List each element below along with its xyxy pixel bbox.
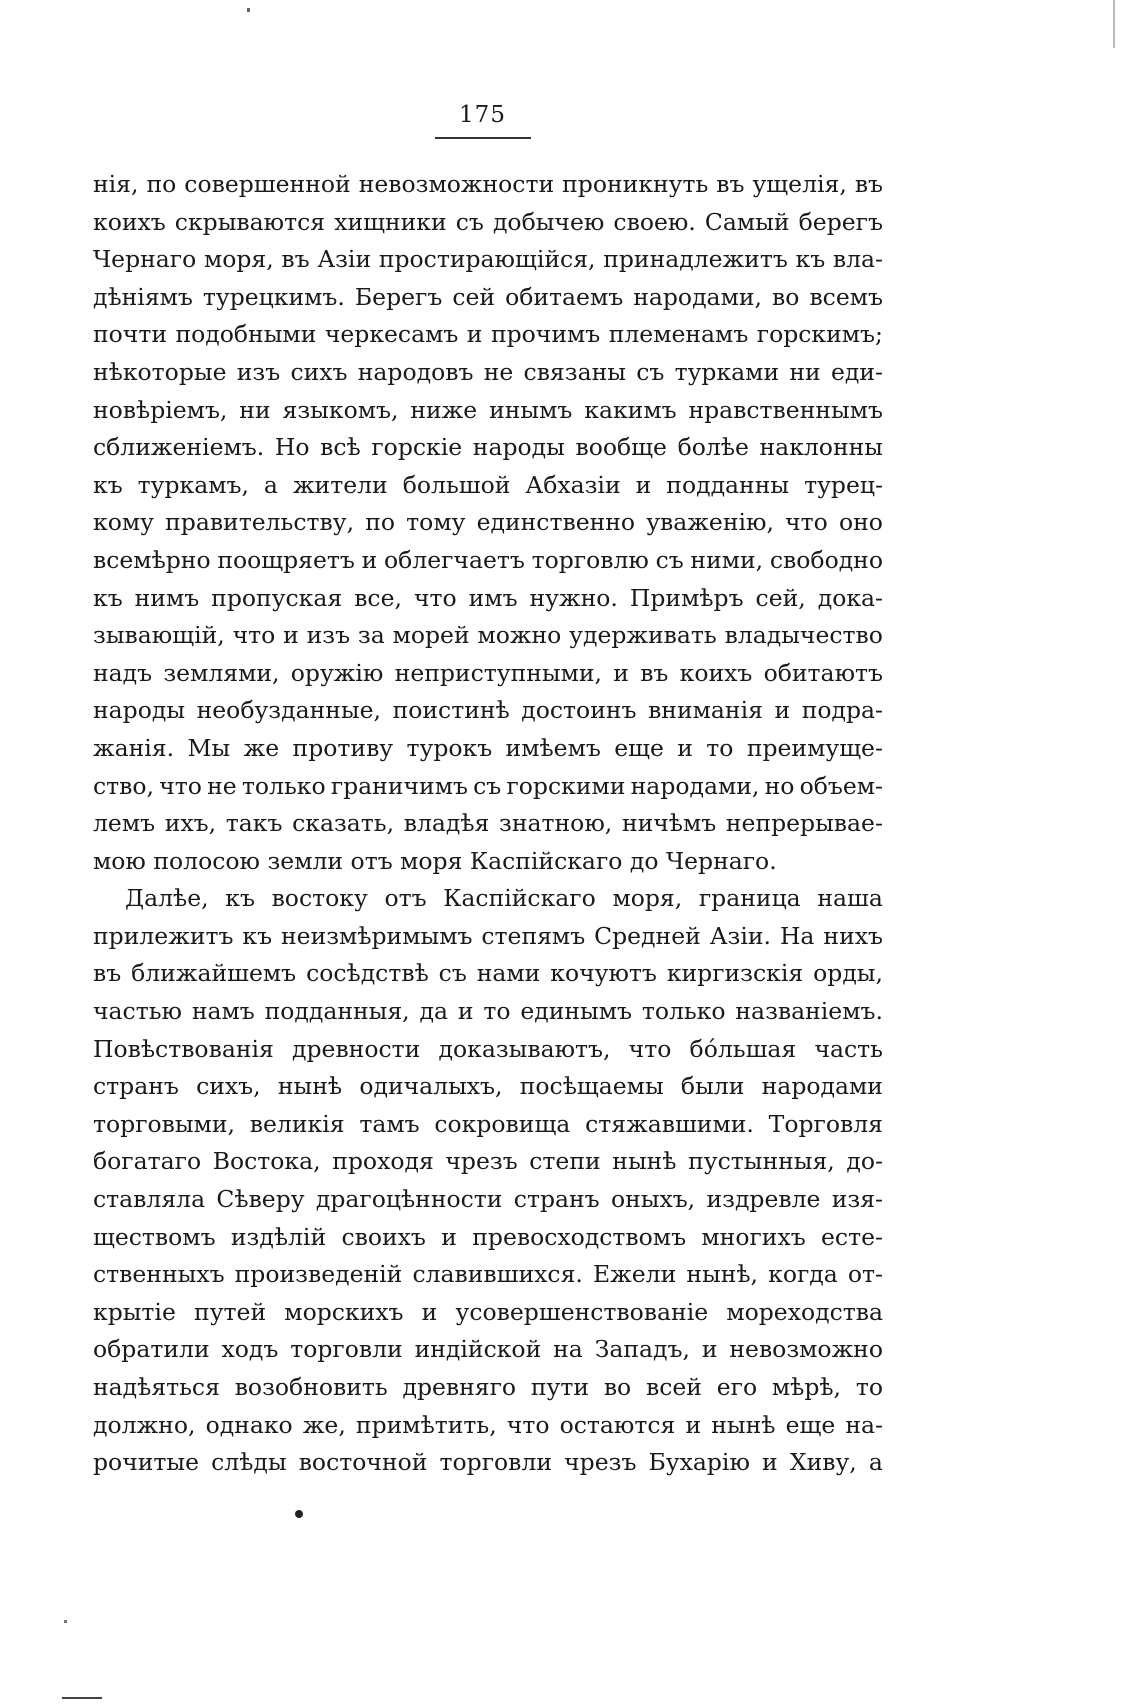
margin-mark bbox=[62, 1697, 102, 1699]
text-line: частью намъ подданныя, да и то единымъ только названіемъ. bbox=[93, 997, 883, 1026]
text-line: сближеніемъ. Но всѣ горскіе народы вообще болѣе наклонны bbox=[93, 433, 883, 462]
text-line: кому правительству, по тому единственно уваженію, что оно bbox=[93, 508, 883, 537]
text-line: зывающій, что и изъ за морей можно удерживать владычество bbox=[93, 621, 883, 650]
margin-speck bbox=[64, 1620, 67, 1623]
text-line: народы необузданные, поистинѣ достоинъ вниманія и подра- bbox=[93, 696, 883, 725]
page-number: 175 bbox=[459, 102, 506, 128]
text-line: нія, по совершенной невозможности проникнуть въ ущелія, въ bbox=[93, 170, 883, 198]
page-number-rule bbox=[435, 137, 531, 139]
text-line: коихъ скрываются хищники съ добычею своею. Самый берегъ bbox=[93, 207, 883, 236]
text-line: жанія. Мы же противу турокъ имѣемъ еще и то преимуще- bbox=[93, 733, 883, 762]
text-line: дѣніямъ турецкимъ. Берегъ сей обитаемъ народами, во всемъ bbox=[93, 282, 883, 311]
scan-speck bbox=[247, 8, 250, 12]
ink-dot bbox=[295, 1510, 303, 1518]
text-line: почти подобными черкесамъ и прочимъ племенамъ горскимъ; bbox=[93, 320, 883, 349]
text-line: Повѣствованія древности доказываютъ, что бо́льшая часть bbox=[93, 1034, 883, 1063]
text-line: ставляла Сѣверу драгоцѣнности странъ оныхъ, издревле изя- bbox=[93, 1185, 883, 1214]
text-line: новѣріемъ, ни языкомъ, ниже инымъ какимъ нравственнымъ bbox=[93, 395, 883, 424]
text-line: обратили ходъ торговли индійской на Западъ, и невозможно bbox=[93, 1335, 883, 1364]
text-line: всемѣрно поощряетъ и облегчаетъ торговлю съ ними, свободно bbox=[93, 545, 883, 574]
body-text bbox=[93, 166, 883, 1482]
text-line: Чернаго моря, въ Азіи простирающійся, принадлежитъ къ вла- bbox=[93, 245, 883, 274]
text-line: ществомъ издѣлій своихъ и превосходствомъ многихъ есте- bbox=[93, 1222, 883, 1251]
text-line: нѣкоторые изъ сихъ народовъ не связаны съ турками ни еди- bbox=[93, 357, 883, 386]
text-line: ственныхъ произведеній славившихся. Ежели нынѣ, когда от- bbox=[93, 1260, 883, 1289]
text-line: должно, однако же, примѣтить, что остаются и нынѣ еще на- bbox=[93, 1410, 883, 1439]
scan-edge-mark bbox=[1113, 0, 1115, 48]
text-line: странъ сихъ, нынѣ одичалыхъ, посѣщаемы были народами bbox=[93, 1072, 883, 1101]
text-line: надѣяться возобновить древняго пути во всей его мѣрѣ, то bbox=[93, 1373, 883, 1401]
text-line: надъ землями, оружію неприступными, и въ коихъ обитаютъ bbox=[93, 658, 883, 687]
text-line: къ туркамъ, а жители большой Абхазіи и подданны турец- bbox=[93, 470, 883, 499]
text-line: рочитые слѣды восточной торговли чрезъ Бухарію и Хиву, а bbox=[93, 1448, 883, 1477]
text-line: въ ближайшемъ сосѣдствѣ съ нами кочуютъ киргизскія орды, bbox=[93, 959, 883, 988]
text-line: ство, что не только граничимъ съ горскими народами, но объем- bbox=[93, 771, 883, 800]
text-line: торговыми, великія тамъ сокровища стяжавшими. Торговля bbox=[93, 1109, 883, 1138]
text-line: лемъ ихъ, такъ сказать, владѣя знатною, ничѣмъ непрерывае- bbox=[93, 809, 883, 838]
text-line: мою полосою земли отъ моря Каспійскаго до Чернаго. bbox=[93, 846, 777, 875]
text-line: богатаго Востока, проходя чрезъ степи нынѣ пустынныя, до- bbox=[93, 1147, 883, 1176]
text-line: къ нимъ пропуская все, что имъ нужно. Примѣръ сей, дока- bbox=[93, 583, 883, 612]
text-line: прилежитъ къ неизмѣримымъ степямъ Средней Азіи. На нихъ bbox=[93, 921, 883, 950]
text-line: крытіе путей морскихъ и усовершенствованіе мореходства bbox=[93, 1297, 883, 1326]
text-line: Далѣе, къ востоку отъ Каспійскаго моря, граница наша bbox=[125, 884, 883, 913]
